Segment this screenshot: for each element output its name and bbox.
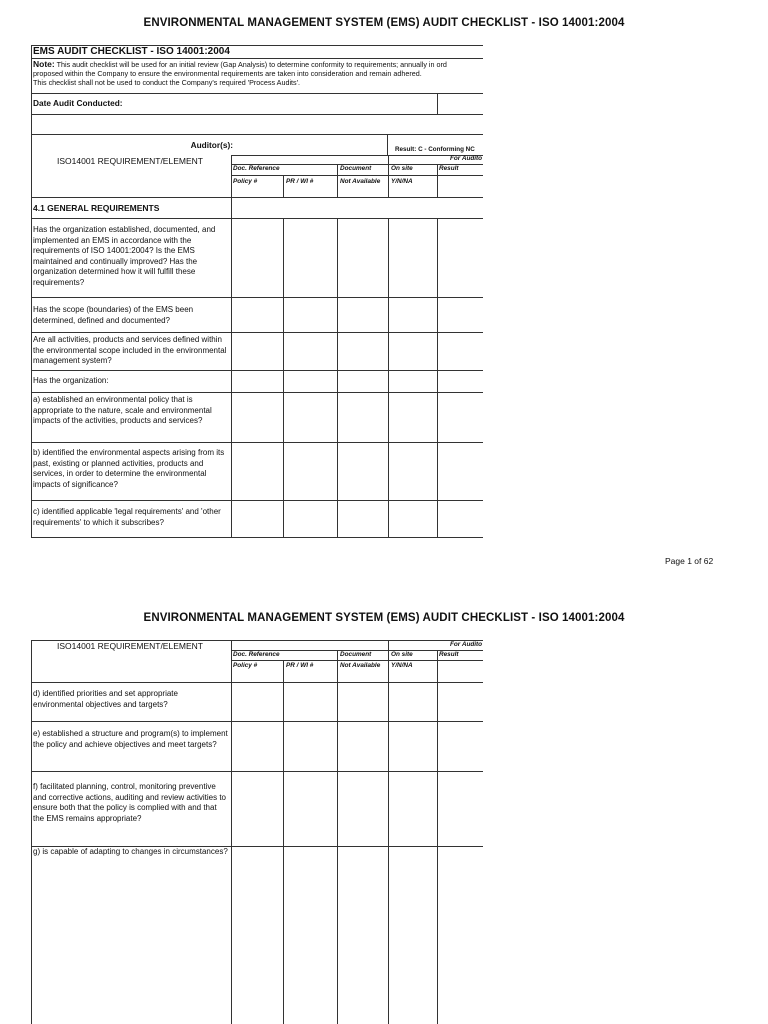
col-requirement: ISO14001 REQUIREMENT/ELEMENT [57, 156, 203, 166]
page-number: Page 1 of 62 [665, 556, 714, 566]
col-result: Result [439, 651, 459, 658]
checklist-page-1 [31, 45, 483, 539]
blank-row[interactable] [31, 114, 483, 135]
col-document: Document [340, 165, 372, 172]
question-g: g) is capable of adapting to changes in circumstances? [33, 847, 228, 856]
question-c: c) identified applicable 'legal requirements' and 'other requirements' to which it subscribes? [33, 507, 221, 527]
note-line-3: This checklist shall not be used to conduct the Company's required 'Process Audits'. [33, 78, 300, 87]
question-e: e) established a structure and program(s) to implement the policy and achieve objectives and meet targets? [33, 729, 228, 749]
question-activities: Are all activities, products and services defined within the environmental scope included in the environmental management system? [33, 335, 227, 366]
question-d: d) identified priorities and set appropriate environmental objectives and targets? [33, 689, 178, 709]
auditors-label: Auditor(s): [190, 140, 233, 150]
col-on-site: On site [391, 165, 413, 172]
col-not-available: Not Available [340, 662, 381, 669]
col-pr-wi: PR / WI # [286, 178, 314, 185]
col-doc-reference: Doc. Reference [233, 651, 280, 658]
col-yn-na: Y/N/NA [391, 178, 413, 185]
note-line-2: proposed within the Company to ensure the environmental requirements are taken into consideration and remain adhered. [33, 69, 422, 78]
col-on-site: On site [391, 651, 413, 658]
col-for-audit: For Audito [450, 155, 483, 162]
page-title-2: ENVIRONMENTAL MANAGEMENT SYSTEM (EMS) AUDIT CHECKLIST - ISO 14001:2004 [143, 612, 625, 624]
col-not-available: Not Available [340, 178, 381, 185]
date-audit-label: Date Audit Conducted: [33, 98, 123, 108]
checklist-heading: EMS AUDIT CHECKLIST - ISO 14001:2004 [33, 46, 230, 57]
note-label: Note: [33, 59, 55, 69]
col-yn-na: Y/N/NA [391, 662, 413, 669]
col-result: Result [439, 165, 459, 172]
date-audit-field[interactable] [437, 93, 483, 114]
question-a: a) established an environmental policy that is appropriate to the nature, scale and environmental impacts of the activities, products and services? [33, 395, 212, 426]
col-requirement: ISO14001 REQUIREMENT/ELEMENT [57, 641, 203, 651]
question-f: f) facilitated planning, control, monitoring preventive and corrective actions, auditing and review activities to ensure both that the policy is complied with and that the EMS remains appropriate? [33, 782, 226, 823]
question-has-organization: Has the organization: [33, 376, 109, 385]
col-policy: Policy # [233, 662, 258, 669]
question-scope: Has the scope (boundaries) of the EMS been determined, defined and documented? [33, 305, 194, 325]
checklist-page-2 [31, 640, 483, 1024]
col-document: Document [340, 651, 372, 658]
result-legend: Result: C - Conforming NC [395, 146, 475, 153]
col-policy: Policy # [233, 178, 258, 185]
col-for-audit: For Audito [450, 641, 483, 648]
question-4-1-main: Has the organization established, documented, and implemented an EMS in accordance with the requirements of ISO 14001:2004? Is the EMS maintained and continually improved? Has the organization determined how it will fulfill these requirements? [33, 225, 216, 287]
page-title: ENVIRONMENTAL MANAGEMENT SYSTEM (EMS) AUDIT CHECKLIST - ISO 14001:2004 [143, 17, 625, 29]
question-b: b) identified the environmental aspects arising from its past, existing or planned activities, products and services, in order to determine the environmental impacts of significance? [33, 448, 225, 489]
section-heading: 4.1 GENERAL REQUIREMENTS [33, 203, 160, 213]
col-pr-wi: PR / WI # [286, 662, 314, 669]
note-line-1: Note: This audit checklist will be used for an initial review (Gap Analysis) to determine conformity to requirements; annually in ord [33, 59, 447, 69]
col-doc-reference: Doc. Reference [233, 165, 280, 172]
